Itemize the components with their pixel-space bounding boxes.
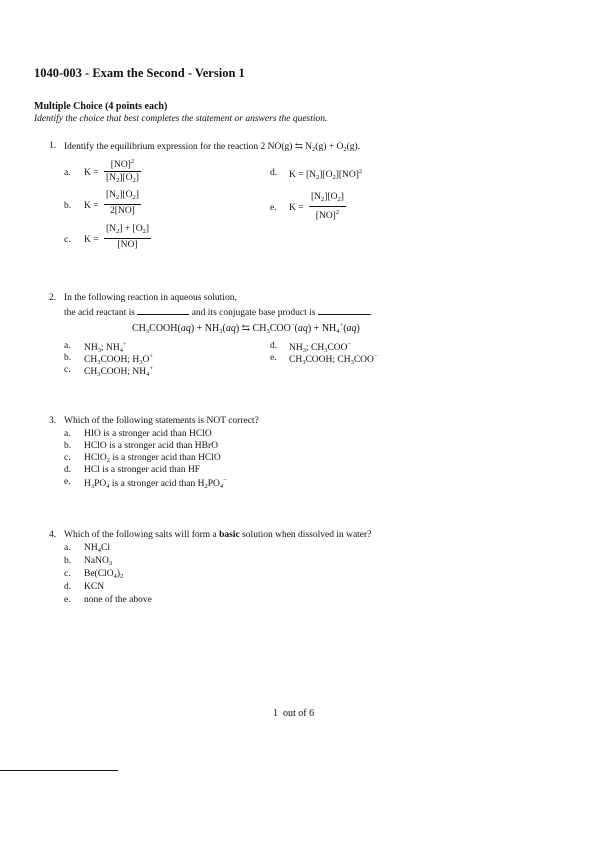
q4-option-b-text: NaNO$_3$ [84,556,113,567]
q4-option-c-label: c. [64,569,71,579]
section-heading: Multiple Choice (4 points each) [34,101,168,112]
q1-option-a-label: a. [64,168,71,178]
q2-option-c-text: $CH_3COOH$; $NH_4^+$ [84,365,154,378]
q1-option-e-label: e. [270,203,277,213]
instructions: Identify the choice that best completes the statement or answers the question. [34,114,328,124]
q2-blank-acid [137,305,189,315]
q2-line2: the acid reactant is and its conjugate base product is . [64,305,372,318]
q2-option-b-text: $CH_3COOH$; $H_3O^+$ [84,353,154,366]
q3-number: 3. [49,416,57,426]
exam-title: 1040-003 - Exam the Second - Version 1 [34,66,245,80]
q4-number: 4. [49,530,57,540]
q1-option-c-fraction: $\frac{[N_2] + [O_2]}{[NO]}$ [106,224,149,250]
q2-option-d-text: $NH_3$; $CH_3COO^-$ [289,341,352,354]
q1-option-c-label: c. [64,235,71,245]
q1-option-b-fraction: $\frac{[N_2][O_2]}{2[NO]}$ [106,190,139,216]
q3-option-c-label: c. [64,453,71,463]
q3-option-d-text: HCl is a stronger acid than HF [84,465,201,475]
q2-option-e-text: $CH_3COOH$; $CH_3COO^-$ [289,353,378,366]
footnote-rule [0,770,118,771]
q2-option-c-label: c. [64,365,71,375]
q1-option-e-k: K = [289,203,304,213]
q1-option-b-k: K = [84,201,99,211]
q2-option-a-text: $NH_3$; $NH_4^+$ [84,341,127,354]
page-number: 1 out of 6 [273,708,315,719]
q4-option-d-text: KCN [84,582,105,592]
q3-option-b-label: b. [64,441,72,451]
q3-option-e-text: $H_3PO_4$ is a stronger acid than $H_2PO_4^-$ [84,477,227,490]
q1-option-e-fraction: $\frac{[N_2][O_2]}{[NO]^2}$ [311,192,344,221]
q3-option-b-text: HClO is a stronger acid than HBrO [84,441,219,451]
q2-option-a-label: a. [64,341,71,351]
q3-option-d-label: d. [64,465,72,475]
q2-option-e-label: e. [270,353,277,363]
q2-line1: In the following reaction in aqueous solution, [64,293,237,303]
q3-option-a-text: HIO is a stronger acid than HClO [84,429,212,439]
q4-text: Which of the following salts will form a basic solution when dissolved in water? [64,530,372,540]
q3-option-a-label: a. [64,429,71,439]
q4-option-a-text: $NH_4Cl$ [84,543,110,554]
q4-option-a-label: a. [64,543,71,553]
q2-option-b-label: b. [64,353,72,363]
q1-option-d-expression: $K = [N_2][O_2][NO]^2$ [289,168,363,181]
q1-option-c-k: K = [84,235,99,245]
q1-option-d-label: d. [270,168,278,178]
q2-blank-base [318,305,370,315]
q4-option-c-text: $Be(ClO_4)_2$ [84,569,124,580]
q2-equation: $CH_3COOH(aq) + NH_3(aq)$ ⇆ $CH_3COO^-(aq) + NH_4^+(aq)$ [132,322,360,335]
q3-option-e-label: e. [64,477,71,487]
q4-option-e-text: none of the above [84,595,152,605]
q3-option-c-text: HClO$_2$ is a stronger acid than HClO [84,453,221,464]
q1-text: Identify the equilibrium expression for the reaction 2 NO(g) ⇆ $N_2(g) + O_2(g)$. [64,142,361,153]
q4-option-d-label: d. [64,582,72,592]
q1-number: 1. [49,141,57,151]
q2-number: 2. [49,293,57,303]
q2-option-d-label: d. [270,341,278,351]
q4-option-b-label: b. [64,556,72,566]
q1-option-a-k: K = [84,168,99,178]
q1-option-b-label: b. [64,201,72,211]
q4-option-e-label: e. [64,595,71,605]
q1-option-a-fraction: $\frac{[NO]^2}{[N_2][O_2]}$ [106,158,139,184]
q3-text: Which of the following statements is NOT correct? [64,416,259,426]
